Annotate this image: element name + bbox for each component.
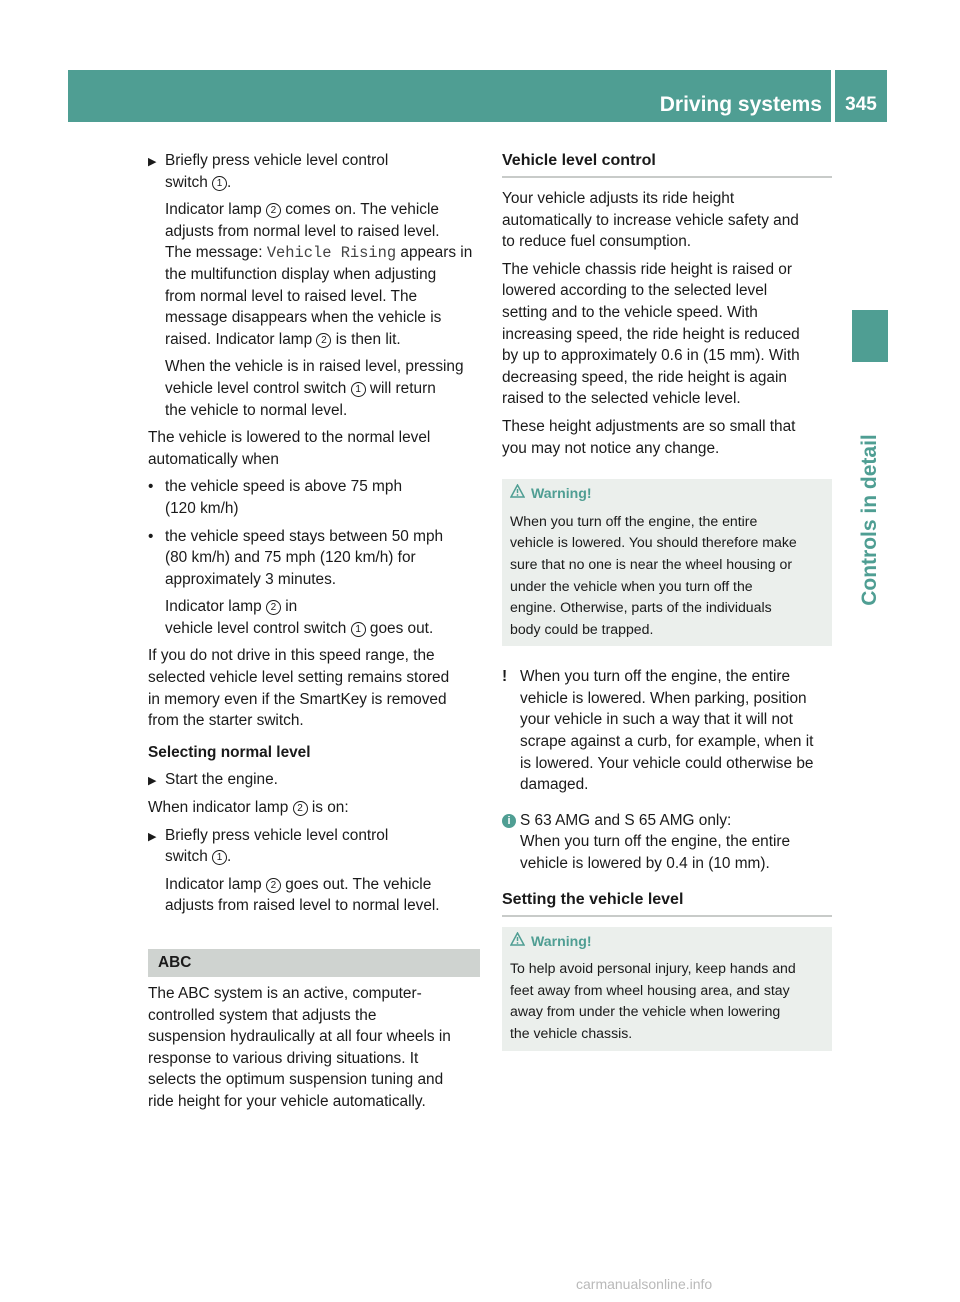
left-column: ▶ Briefly press vehicle level control switch 1 . Indicator lamp 2 comes on. The vehicle adjusts from normal level to raised level. The message: Vehicle Rising appears in the multifunction display when adjusting from normal level to raised level. The message disappears when the vehicle is raised. Indicator lamp 2 is then lit. When the vehicle is in raised level, pressing vehicle level control switch 1 will return the vehicle to normal level. The vehicle is lowered to the normal level automatically when • the vehicle speed is above 75 mph (120 km/h) • the vehicle speed stays between 50 mph (80 km/h) and 75 mph (120 km/h) for approximately 3 minutes. Indicator lamp 2 in vehicle level control switch 1 goes out. If you do not drive in this speed range, the selected vehicle level setting remains stored in memory even if the SmartKey is removed from the starter switch. Selecting normal level ▶ Start the engine. When indicator lamp 2 is on: ▶ Briefly press vehicle level control switch 1 . Indicator lamp 2 goes out. The vehicle adjusts from raised level to normal level. ABC The ABC system is an active, computer- controlled system that adjusts the suspension hydraulically at all four wheels in response to various driving situations. It selects the optimum suspension tuning and ride height for your vehicle automatically. (148, 150, 480, 1113)
info-icon: i (502, 814, 516, 828)
step-press-switch: ▶ Briefly press vehicle level control switch 1 . Indicator lamp 2 comes on. The vehicle adjusts from normal level to raised level. The message: Vehicle Rising appears in the multifunction display when adjusting from normal level to raised level. The message disappears when the vehicle is raised. Indicator lamp 2 is then lit. When the vehicle is in raised level, pressing vehicle level control switch 1 will return the vehicle to normal level. (148, 152, 473, 419)
display-message: Vehicle Rising (266, 244, 397, 263)
right-column: Vehicle level control Your vehicle adjusts its ride height automatically to increase vehicle safety and to reduce fuel consumption. The vehicle chassis ride height is raised or lowered according to the selected level setting and to the vehicle speed. With increasing speed, the ride height is reduced by up to approximately 0.6 in (15 mm). With decreasing speed, the ride height is again raised to the selected vehicle level. These height adjustments are so small that you may not notice any change. Warning! When you turn off the engine, the entire vehicle is lowered. You should therefore make sure that no one is near the wheel housing or under the vehicle when you turn off the engine. Otherwise, parts of the individuals body could be trapped. ! When you turn off the engine, the entire vehicle is lowered. When parking, position your vehicle in such a way that it will not scrape against a curb, for example, when it is lowered. Your vehicle could otherwise be damaged. i S 63 AMG and S 65 AMG only: When you turn off the engine, the entire vehicle is lowered by 0.4 in (10 mm). Setting the vehicle level Warning! To help avoid personal injury, keep hands and feet away from wheel housing area, and stay away from under the vehicle when lowering the vehicle chassis. (502, 150, 832, 1051)
bullet-icon: • (148, 478, 154, 496)
step-arrow-icon: ▶ (148, 775, 157, 788)
warning-box: Warning! When you turn off the engine, the entire vehicle is lowered. You should therefore make sure that no one is near the wheel housing or under the vehicle when you turn off the engine. Otherwise, parts of the individuals body could be trapped. (502, 479, 832, 646)
bullet-icon: • (148, 527, 154, 545)
step-arrow-icon: ▶ (148, 156, 157, 168)
step-arrow-icon: ▶ (148, 830, 157, 843)
info-box: i S 63 AMG and S 65 AMG only: When you turn off the engine, the entire vehicle is lowered by 0.4 in (10 mm). (502, 810, 832, 875)
callout-2-icon: 2 (293, 801, 308, 816)
section-title: Driving systems (659, 93, 822, 116)
callout-1-icon: 1 (212, 176, 227, 191)
warning-triangle-icon (510, 483, 531, 505)
subheading-normal-level: Selecting normal level (148, 743, 311, 761)
callout-2-icon: 2 (266, 878, 281, 893)
step-press-switch: ▶ Briefly press vehicle level control switch 1 . Indicator lamp 2 goes out. The vehicle adjusts from raised level to normal level. (148, 826, 440, 915)
page-number: 345 (835, 70, 887, 122)
callout-2-icon: 2 (316, 333, 331, 348)
note-box: ! When you turn off the engine, the entire vehicle is lowered. When parking, position your vehicle in such a way that it will not scrape against a curb, for example, when it is lowered. Your vehicle could otherwise be damaged. (502, 668, 814, 794)
callout-1-icon: 1 (351, 622, 366, 637)
heading-setting-vehicle-level: Setting the vehicle level (502, 890, 684, 908)
chapter-label: Controls in detail (858, 434, 881, 606)
callout-2-icon: 2 (266, 203, 281, 218)
watermark: carmanualsonline.info (576, 1276, 713, 1292)
callout-2-icon: 2 (266, 600, 281, 615)
bullet-item: • the vehicle speed is above 75 mph (120 km/h) (148, 478, 402, 517)
heading-vehicle-level-control: Vehicle level control (502, 152, 656, 169)
warning-triangle-icon (510, 931, 531, 953)
exclamation-icon: ! (502, 668, 508, 686)
callout-1-icon: 1 (351, 382, 366, 397)
bullet-item: • the vehicle speed stays between 50 mph (80 km/h) and 75 mph (120 km/h) for approximately 3 minutes. Indicator lamp 2 in vehicle level control switch 1 goes out. (148, 527, 444, 637)
callout-1-icon: 1 (212, 850, 227, 865)
abc-section-heading: ABC (148, 949, 480, 977)
warning-box: Warning! To help avoid personal injury, keep hands and feet away from wheel housing area, and stay away from under the vehicle when lowering the vehicle chassis. (502, 927, 832, 1051)
